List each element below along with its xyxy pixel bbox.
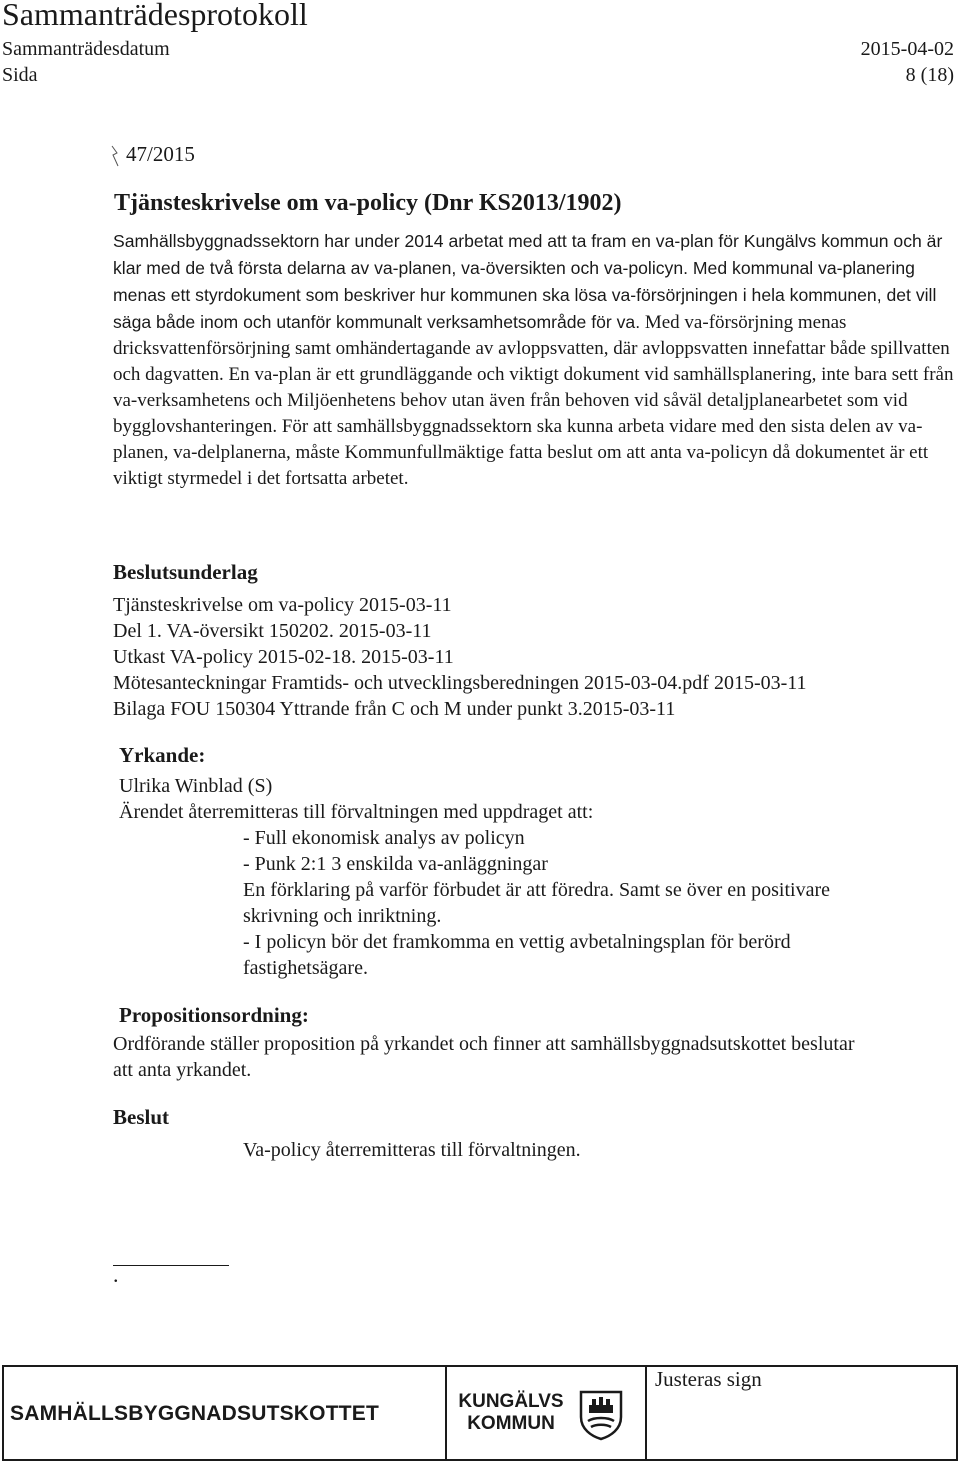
yrkande-line: skrivning och inriktning.	[243, 905, 442, 927]
yrkande-name: Ulrika Winblad (S)	[119, 775, 273, 797]
section-heading: Tjänsteskrivelse om va-policy (Dnr KS2013/1902)	[114, 190, 622, 216]
yrkande-heading: Yrkande:	[119, 743, 206, 767]
beslutsunderlag-item: Utkast VA-policy 2015-02-18. 2015-03-11	[113, 646, 454, 668]
kungalvs-kommun-logo	[456, 1389, 634, 1441]
beslutsunderlag-item: Tjänsteskrivelse om va-policy 2015-03-11	[113, 594, 452, 616]
paragraph-mark-icon	[110, 144, 120, 170]
footer-divider	[445, 1367, 447, 1459]
beslutsunderlag-item: Del 1. VA-översikt 150202. 2015-03-11	[113, 620, 432, 642]
meeting-date-label: Sammanträdesdatum	[2, 38, 170, 60]
signature-mark: .	[113, 1262, 119, 1287]
signature-line	[113, 1265, 229, 1266]
propositionsordning-line: Ordförande ställer proposition på yrkandet och finner att samhällsbyggnadsutskottet beslutar	[113, 1033, 855, 1055]
logo-text	[456, 1391, 566, 1435]
yrkande-line: fastighetsägare.	[243, 957, 368, 979]
paragraph-sans-text: Samhällsbyggnadssektorn har under 2014 arbetat med att ta fram en va-plan för Kungälvs kommun och är klar med de två första delarna av va-planen, va-översikten och va-policyn. Med kommunal va-planering menas ett styrdokument som beskriver hur kommunen ska lösa va-försörjningen i hela kommunen, det vill säga både inom och utanför kommunalt verksamhetsområde för va.	[113, 231, 943, 332]
beslutsunderlag-heading: Beslutsunderlag	[113, 560, 258, 584]
paragraph-serif-text: Med va-försörjning menas dricksvattenförsörjning samt omhändertagande av avloppsvatten, där avloppsvatten innefattar både spillvatten och dagvatten. En va-plan är ett grundläggande och viktigt dokument vid samhällsplanering, inte bara sett från va-verksamhetens och Miljöenhetens behov utan även från behoven vid såväl detaljplanearbetet som vid bygglovshanteringen. För att samhällsbyggnadssektorn ska kunna arbeta vidare med den sista delen av va-planen, va-delplanerna, måste Kommunfullmäktige fatta beslut om att anta va-policyn då dokumentet är ett viktigt styrmedel i det fortsatta arbetet.	[113, 312, 954, 489]
beslutsunderlag-item: Bilaga FOU 150304 Yttrande från C och M under punkt 3.2015-03-11	[113, 698, 676, 720]
yrkande-line: - I policyn bör det framkomma en vettig avbetalningsplan för berörd	[243, 931, 791, 953]
section-number: 47/2015	[126, 142, 195, 166]
justeras-sign-label: Justeras sign	[655, 1367, 762, 1391]
section-body-paragraph	[113, 228, 958, 492]
logo-line-1: KUNGÄLVS	[458, 1391, 564, 1412]
propositionsordning-heading: Propositionsordning:	[119, 1003, 309, 1027]
yrkande-line: - Punk 2:1 3 enskilda va-anläggningar	[243, 853, 548, 875]
meeting-date-value: 2015-04-02	[860, 38, 954, 60]
beslut-text: Va-policy återremitteras till förvaltningen.	[243, 1139, 581, 1161]
footer-divider	[645, 1367, 647, 1459]
propositionsordning-line: att anta yrkandet.	[113, 1059, 252, 1081]
beslutsunderlag-item: Mötesanteckningar Framtids- och utvecklingsberedningen 2015-03-04.pdf 2015-03-11	[113, 672, 807, 694]
section-number-row	[110, 142, 195, 170]
yrkande-intro: Ärendet återremitteras till förvaltningen med uppdraget att:	[119, 801, 594, 823]
document-title: Sammanträdesprotokoll	[2, 0, 308, 32]
footer-committee-name: SAMHÄLLSBYGGNADSUTSKOTTET	[10, 1402, 379, 1425]
beslut-heading: Beslut	[113, 1105, 170, 1129]
yrkande-line: - Full ekonomisk analys av policyn	[243, 827, 525, 849]
yrkande-line: En förklaring på varför förbudet är att föredra. Samt se över en positivare	[243, 879, 830, 901]
crest-icon	[578, 1389, 624, 1441]
footer-box	[2, 1365, 958, 1461]
page-number: 8 (18)	[905, 64, 954, 86]
page-label: Sida	[2, 64, 38, 86]
logo-line-2: KOMMUN	[467, 1413, 555, 1434]
